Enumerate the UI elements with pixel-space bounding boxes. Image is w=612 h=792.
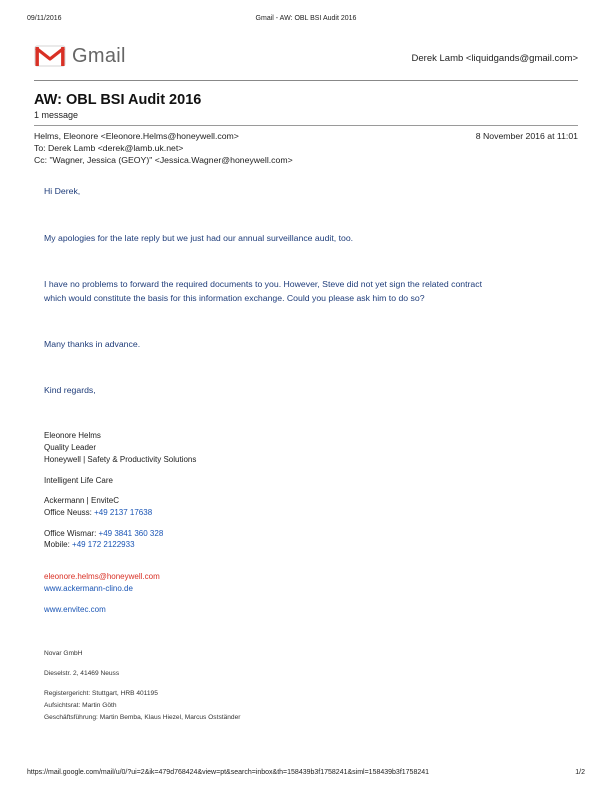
legal-company: Novar GmbH	[44, 650, 83, 657]
legal-board: Aufsichtsrat: Martin Göth	[44, 702, 117, 709]
page-number: 1/2	[575, 769, 585, 776]
account-user: Derek Lamb <liquidgands@gmail.com>	[411, 53, 578, 64]
signature-brands: Ackermann | EnviteC	[44, 496, 119, 505]
legal-register: Registergericht: Stuttgart, HRB 401195	[44, 690, 158, 697]
body-paragraph-2-line-2: which would constitute the basis for this information exchange. Could you please ask him to do so?	[44, 293, 425, 303]
body-paragraph-2-line-1: I have no problems to forward the required documents to you. However, Steve did not yet sign the related contract	[44, 279, 482, 289]
signature-company: Honeywell | Safety & Productivity Solutions	[44, 455, 197, 464]
gmail-logo-text: Gmail	[72, 44, 126, 67]
gmail-logo[interactable]	[34, 44, 126, 68]
body-closing: Kind regards,	[44, 385, 96, 395]
thread-subject: AW: OBL BSI Audit 2016	[34, 92, 202, 108]
gmail-envelope-icon	[34, 44, 66, 68]
recipient-to: To: Derek Lamb <derek@lamb.uk.net>	[34, 143, 184, 153]
mobile-phone-link[interactable]: +49 172 2122933	[72, 540, 135, 549]
legal-address: Dieselstr. 2, 41469 Neuss	[44, 670, 120, 677]
message-count: 1 message	[34, 110, 79, 120]
signature-email-link[interactable]: eleonore.helms@honeywell.com	[44, 572, 160, 581]
subject-divider	[34, 125, 578, 126]
mobile-label: Mobile:	[44, 540, 73, 549]
website-ackermann-link[interactable]: www.ackermann-clino.de	[44, 584, 133, 593]
print-date: 09/11/2016	[27, 15, 62, 22]
sender[interactable]: Helms, Eleonore <Eleonore.Helms@honeywell.com>	[34, 131, 239, 141]
signature-name: Eleonore Helms	[44, 431, 101, 440]
body-greeting: Hi Derek,	[44, 186, 81, 196]
print-title: Gmail - AW: OBL BSI Audit 2016	[255, 15, 357, 22]
message-date: 8 November 2016 at 11:01	[475, 131, 578, 141]
signature-division: Intelligent Life Care	[44, 476, 113, 485]
office-neuss-phone-link[interactable]: +49 2137 17638	[94, 508, 153, 517]
office-neuss-label: Office Neuss:	[44, 508, 95, 517]
header-divider	[34, 80, 578, 81]
print-url: https://mail.google.com/mail/u/0/?ui=2&ik=479d768424&view=pt&search=inbox&th=158439b3f1758241&siml=158439b3f1758241	[27, 769, 430, 776]
body-paragraph-3: Many thanks in advance.	[44, 339, 141, 349]
body-paragraph-1: My apologies for the late reply but we just had our annual surveillance audit, too.	[44, 233, 354, 243]
website-envitec-link[interactable]: www.envitec.com	[44, 605, 106, 614]
signature-role: Quality Leader	[44, 443, 97, 452]
office-neuss-line	[44, 508, 152, 517]
office-wismar-phone-link[interactable]: +49 3841 360 328	[98, 529, 164, 538]
office-wismar-label: Office Wismar:	[44, 529, 99, 538]
recipient-cc: Cc: "Wagner, Jessica (GEOY)" <Jessica.Wagner@honeywell.com>	[34, 155, 293, 165]
office-wismar-line	[44, 529, 163, 538]
mobile-line	[44, 540, 135, 549]
legal-management: Geschäftsführung: Martin Bemba, Klaus Hiezel, Marcus Ostständer	[44, 714, 241, 721]
